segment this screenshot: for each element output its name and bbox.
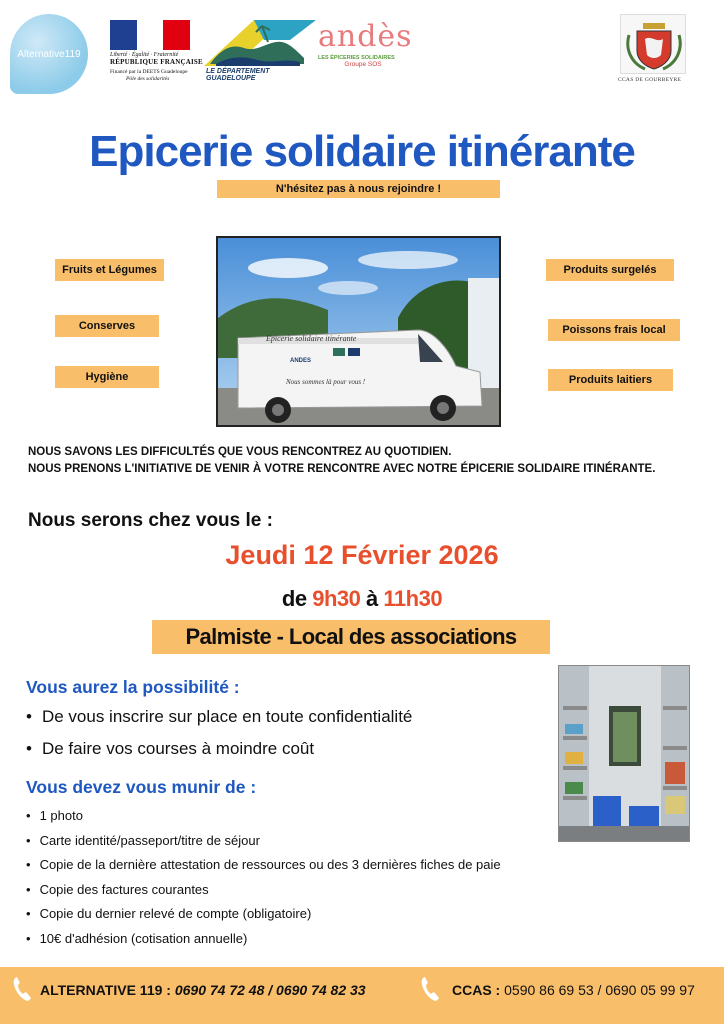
van-interior-photo	[558, 665, 690, 842]
andes-group: Groupe SOS	[344, 61, 382, 68]
time-end: 11h30	[383, 586, 443, 611]
van-lettering-title: Epicerie solidaire itinérante	[266, 334, 357, 343]
tag-hygiene: Hygiène	[55, 366, 159, 388]
andes-logo	[318, 19, 413, 82]
list-item: • Copie des factures courantes	[26, 880, 626, 905]
tag-conserves: Conserves	[55, 315, 159, 337]
contact2-phones: 0590 86 69 53 / 0690 05 99 97	[504, 982, 695, 998]
subtitle-banner: N'hésitez pas à nous rejoindre !	[217, 180, 500, 198]
list-item: • De vous inscrire sur place en toute confidentialité	[26, 704, 526, 736]
possibilities-list	[26, 704, 526, 768]
documents-list	[26, 806, 626, 953]
tag-poissons-frais: Poissons frais local	[548, 319, 680, 341]
rf-pole-text: Pôle des solidarités	[126, 76, 170, 83]
marianne-icon	[130, 20, 170, 50]
departement-guadeloupe-logo	[204, 18, 316, 92]
ccas-label: CCAS DE GOURBEYRE	[618, 77, 682, 83]
rf-name: RÉPUBLIQUE FRANÇAISE	[110, 58, 203, 66]
time-prefix: de	[281, 586, 307, 611]
alternative119-logo-text: Alternative119	[17, 48, 81, 60]
event-intro: Nous serons chez vous le :	[28, 510, 273, 531]
rf-funded-text: Financé par la DEETS Guadeloupe	[110, 69, 188, 75]
phone-icon	[420, 976, 440, 1002]
list-item: • Carte identité/passeport/titre de séjour	[26, 831, 626, 856]
republique-francaise-logo	[108, 20, 204, 92]
list-item: • 1 photo	[26, 806, 626, 831]
van-photo	[216, 236, 501, 427]
page-title: Epicerie solidaire itinérante	[89, 127, 635, 176]
list-item: • De faire vos courses à moindre coût	[26, 736, 526, 768]
time-start: 9h30	[312, 586, 361, 611]
list-item: • Copie du dernier relevé de compte (obligatoire)	[26, 904, 626, 929]
event-place: Palmiste - Local des associations	[152, 620, 550, 654]
alternative119-logo	[10, 14, 88, 94]
andes-subtitle: LES ÉPICERIES SOLIDAIRES	[318, 55, 395, 61]
rf-motto: Liberté · Égalité · Fraternité	[110, 52, 179, 58]
intro-line-2: NOUS PRENONS L'INITIATIVE DE VENIR À VOTRE RENCONTRE AVEC NOTRE ÉPICERIE SOLIDAIRE ITINÉRANTE.	[28, 462, 656, 475]
list-item: • Copie de la dernière attestation de ressources ou des 3 dernières fiches de paie	[26, 855, 626, 880]
andes-wordmark: andès	[318, 19, 413, 54]
departement-emblem-icon	[204, 18, 316, 68]
intro-line-1: NOUS SAVONS LES DIFFICULTÉS QUE VOUS RENCONTREZ AU QUOTIDIEN.	[28, 446, 452, 458]
contact-alternative	[40, 982, 366, 998]
time-mid: à	[366, 586, 378, 611]
tag-produits-surgeles: Produits surgelés	[546, 259, 674, 281]
contact-ccas	[452, 982, 695, 998]
contact1-phones: 0690 74 72 48 / 0690 74 82 33	[174, 982, 366, 998]
phone-icon	[12, 976, 32, 1002]
ccas-gourbeyre-logo	[618, 14, 698, 88]
tag-fruits-legumes: Fruits et Légumes	[55, 259, 164, 281]
possibilities-heading: Vous aurez la possibilité :	[26, 677, 240, 697]
intro-text	[28, 444, 662, 477]
ccas-crest-icon	[620, 14, 686, 74]
departement-line1: LE DÉPARTEMENT	[206, 68, 270, 75]
contact2-label: CCAS :	[452, 982, 501, 998]
tag-produits-laitiers: Produits laitiers	[548, 369, 673, 391]
van-lettering-slogan: Nous sommes là pour vous !	[286, 378, 366, 386]
documents-heading: Vous devez vous munir de :	[26, 777, 257, 797]
contact-footer	[0, 967, 724, 1024]
departement-line2: GUADELOUPE	[206, 75, 256, 83]
contact1-label: ALTERNATIVE 119 :	[40, 982, 171, 998]
list-item: • 10€ d'adhésion (cotisation annuelle)	[26, 929, 626, 954]
event-date: Jeudi 12 Février 2026	[225, 540, 499, 570]
event-time	[0, 586, 724, 612]
van-lettering-brand: ANDES	[290, 358, 312, 364]
